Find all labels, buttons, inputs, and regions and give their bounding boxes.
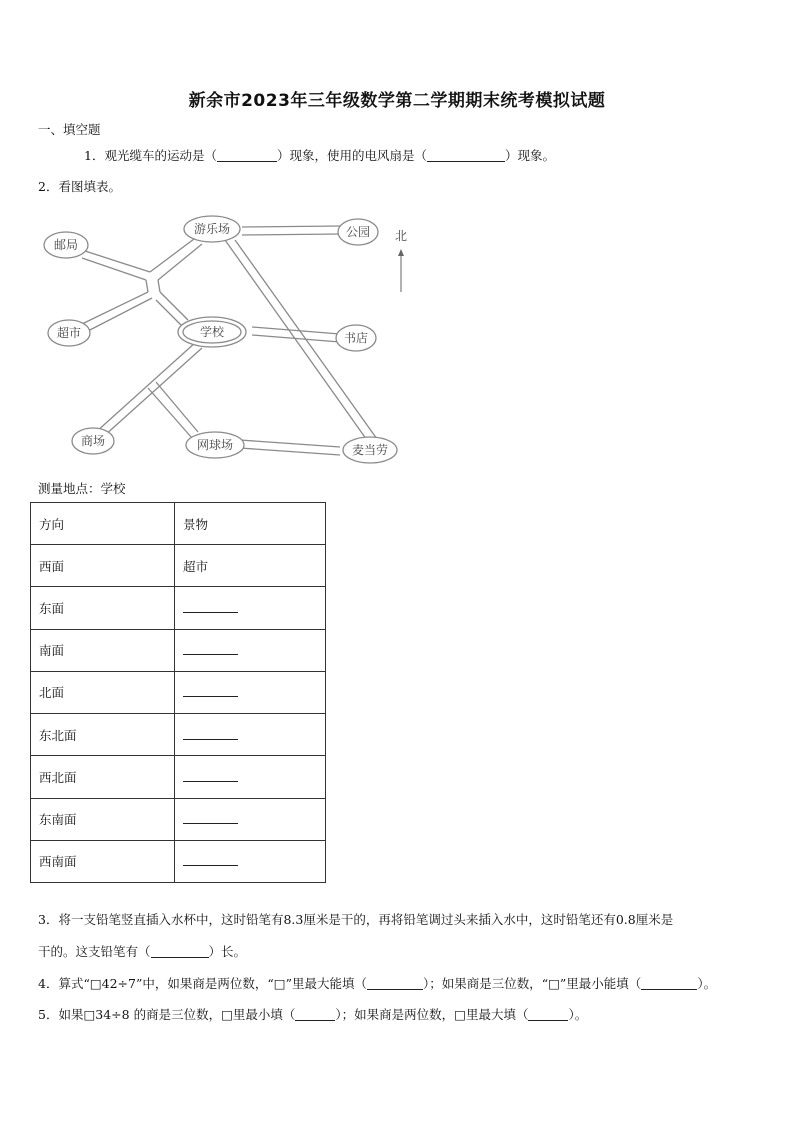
direction-cell: 东南面 (31, 798, 175, 840)
table-header-row (31, 503, 326, 545)
road-line (160, 292, 188, 320)
table-row (31, 840, 326, 882)
direction-cell: 西南面 (31, 840, 175, 882)
road-line (240, 448, 340, 455)
q1-text-2: ）现象，使用的电风扇是（ (276, 148, 427, 163)
place-label: 公园 (345, 225, 371, 239)
question-5 (38, 1005, 587, 1023)
q5-text-3: ）。 (568, 1007, 588, 1022)
answer-blank[interactable] (183, 727, 238, 740)
road-line (156, 382, 198, 432)
table-row (31, 587, 326, 629)
question-2: 2．看图填表。 (38, 179, 121, 194)
direction-cell: 东北面 (31, 714, 175, 756)
q1-text-3: ）现象。 (504, 148, 555, 163)
table-row (31, 629, 326, 671)
answer-blank[interactable] (183, 811, 238, 824)
scenery-cell (175, 629, 326, 671)
q1-blank-1[interactable] (217, 149, 277, 162)
answer-blank[interactable] (183, 769, 238, 782)
scenery-cell (175, 756, 326, 798)
scenery-cell (175, 840, 326, 882)
road-line (148, 388, 192, 438)
q5-text-2: ）；如果商是两位数，□里最大填（ (335, 1007, 529, 1022)
direction-table (30, 502, 326, 883)
scenery-cell (175, 714, 326, 756)
table-row (31, 545, 326, 587)
question-1 (84, 146, 555, 164)
road-line (158, 280, 160, 292)
scenery-cell (175, 798, 326, 840)
question-4 (38, 974, 716, 992)
q4-blank-2[interactable] (641, 977, 697, 990)
road-line (82, 292, 148, 324)
road-line (104, 348, 202, 436)
table-row (31, 714, 326, 756)
place-label: 学校 (199, 325, 225, 339)
answer-blank[interactable] (183, 684, 238, 697)
q3-text-2: ）长。 (208, 944, 247, 959)
place-label: 网球场 (196, 438, 234, 452)
road-line (82, 258, 146, 280)
scenery-cell: 超市 (175, 545, 326, 587)
q5-blank-1[interactable] (295, 1008, 335, 1021)
direction-cell: 东面 (31, 587, 175, 629)
table-row (31, 798, 326, 840)
q4-text-2: ）；如果商是三位数，“□”里最小能填（ (422, 976, 642, 991)
north-arrow-icon (398, 249, 404, 292)
road-line (146, 280, 148, 292)
q5-blank-2[interactable] (528, 1008, 568, 1021)
map-diagram (30, 200, 410, 468)
header-scenery: 景物 (175, 503, 326, 545)
place-label: 麦当劳 (351, 443, 389, 457)
scenery-cell (175, 671, 326, 713)
direction-cell: 西面 (31, 545, 175, 587)
answer-blank[interactable] (183, 600, 238, 613)
q1-blank-2[interactable] (427, 149, 505, 162)
answer-blank[interactable] (183, 853, 238, 866)
q4-text-1: 4．算式“□42÷7”中，如果商是两位数，“□”里最大能填（ (38, 976, 367, 991)
q1-text-1: 1．观光缆车的运动是（ (84, 148, 217, 163)
road-line (86, 298, 152, 332)
direction-cell: 南面 (31, 629, 175, 671)
place-label: 书店 (343, 331, 369, 345)
place-label: 游乐场 (193, 222, 231, 236)
road-line (242, 234, 342, 235)
place-label: 邮局 (53, 238, 79, 252)
q4-text-3: ）。 (697, 976, 717, 991)
north-label: 北 (394, 229, 408, 243)
road-line (156, 300, 182, 326)
scenery-cell (175, 587, 326, 629)
road-line (252, 327, 340, 334)
q4-blank-1[interactable] (367, 977, 423, 990)
q3-text-1: 干的。这支铅笔有（ (38, 944, 151, 959)
section-heading-fill-in: 一、填空题 (38, 122, 101, 137)
direction-cell: 西北面 (31, 756, 175, 798)
table-row (31, 756, 326, 798)
q5-text-1: 5．如果□34÷8 的商是三位数，□里最小填（ (38, 1007, 296, 1022)
table-row (31, 671, 326, 713)
place-label: 商场 (80, 434, 106, 448)
measure-location-label: 测量地点：学校 (38, 481, 126, 496)
q3-blank[interactable] (151, 945, 209, 958)
answer-blank[interactable] (183, 642, 238, 655)
question-3-line-1: 3．将一支铅笔竖直插入水杯中，这时铅笔有8.3厘米是干的，再将铅笔调过头来插入水中，这时铅笔还有0.8厘米是 (38, 912, 674, 927)
question-3-line-2 (38, 942, 246, 960)
place-label: 超市 (56, 326, 82, 340)
road-line (242, 226, 342, 227)
road-line (240, 440, 340, 447)
direction-cell: 北面 (31, 671, 175, 713)
header-direction: 方向 (31, 503, 175, 545)
page-title: 新余市2023年三年级数学第二学期期末统考模拟试题 (188, 91, 606, 111)
road-line (96, 342, 196, 432)
